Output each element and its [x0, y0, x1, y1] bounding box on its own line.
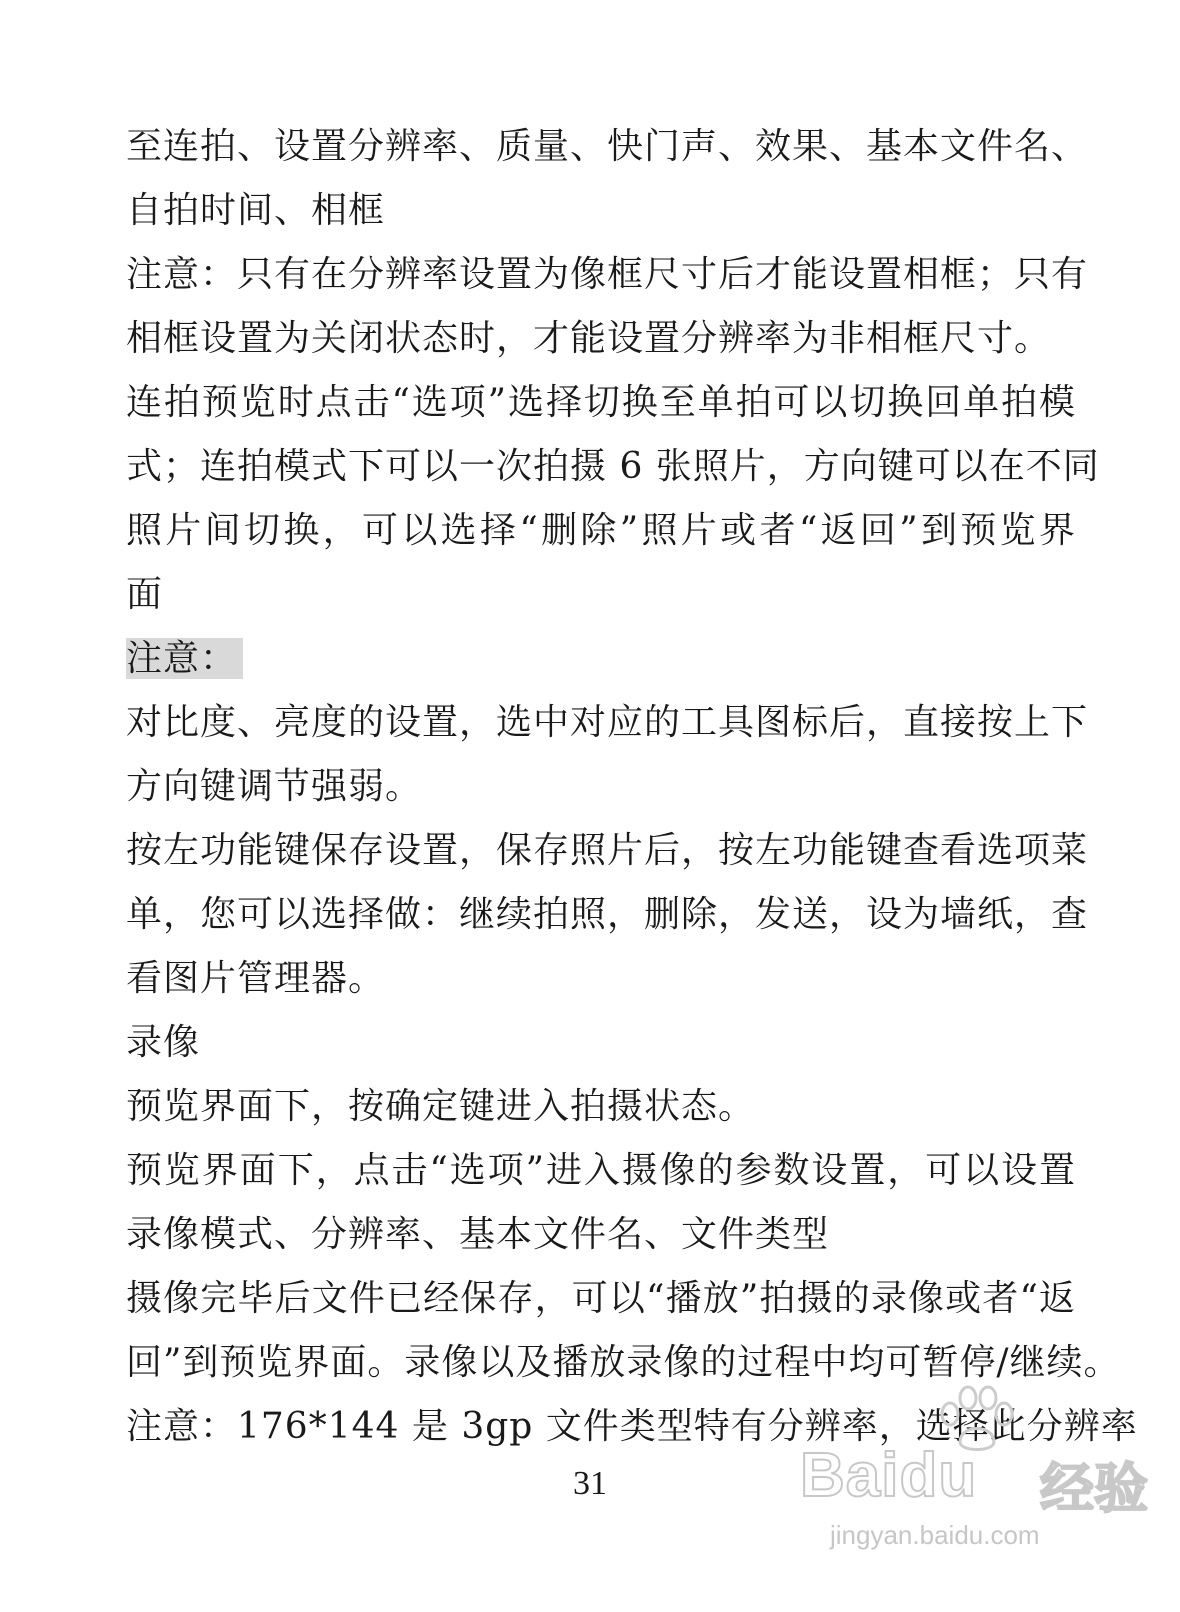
text-line-10: 对比度、亮度的设置，选中对应的工具图标后，直接按上下	[126, 702, 1089, 743]
baidu-jingyan-watermark	[800, 1380, 1160, 1560]
text-line-2: 自拍时间、相框	[126, 190, 386, 231]
text-line-21: 注意：176*144 是 3gp 文件类型特有分辨率，选择此分辨率	[126, 1406, 1138, 1447]
text-line-13: 单，您可以选择做：继续拍照，删除，发送，设为墙纸，查	[126, 894, 1089, 935]
text-line-12: 按左功能键保存设置，保存照片后，按左功能键查看选项菜	[126, 830, 1089, 871]
text-line-20: 回”到预览界面。录像以及播放录像的过程中均可暂停/继续。	[126, 1342, 1121, 1383]
text-line-8: 面	[126, 574, 164, 615]
highlighted-note-label: 注意：	[126, 638, 243, 679]
text-line-4: 相框设置为关闭状态时，才能设置分辨率为非相框尺寸。	[126, 318, 1052, 359]
body-text	[126, 115, 1138, 1459]
text-line-19: 摄像完毕后文件已经保存，可以“播放”拍摄的录像或者“返	[126, 1278, 1076, 1319]
section-heading-video: 录像	[126, 1022, 201, 1063]
text-line-6: 式；连拍模式下可以一次拍摄 6 张照片，方向键可以在不同	[126, 446, 1100, 487]
text-line-1: 至连拍、设置分辨率、质量、快门声、效果、基本文件名、	[126, 126, 1089, 167]
text-line-5: 连拍预览时点击“选项”选择切换至单拍可以切换回单拍模	[126, 382, 1076, 423]
text-line-18: 录像模式、分辨率、基本文件名、文件类型	[126, 1214, 830, 1255]
text-line-11: 方向键调节强弱。	[126, 766, 423, 807]
watermark-brand: Baidu	[800, 1441, 978, 1510]
text-line-3: 注意：只有在分辨率设置为像框尺寸后才能设置相框；只有	[126, 254, 1089, 295]
text-line-16: 预览界面下，按确定键进入拍摄状态。	[126, 1086, 756, 1127]
watermark-url: jingyan.baidu.com	[830, 1520, 1040, 1550]
text-line-17: 预览界面下，点击“选项”进入摄像的参数设置，可以设置	[126, 1150, 1076, 1191]
page-number: 31	[573, 1465, 607, 1502]
watermark-brand-cn: 经验	[1040, 1457, 1148, 1520]
note-heading-line	[126, 627, 1076, 691]
text-line-7: 照片间切换，可以选择“删除”照片或者“返回”到预览界	[126, 510, 1076, 551]
text-line-14: 看图片管理器。	[126, 958, 386, 999]
